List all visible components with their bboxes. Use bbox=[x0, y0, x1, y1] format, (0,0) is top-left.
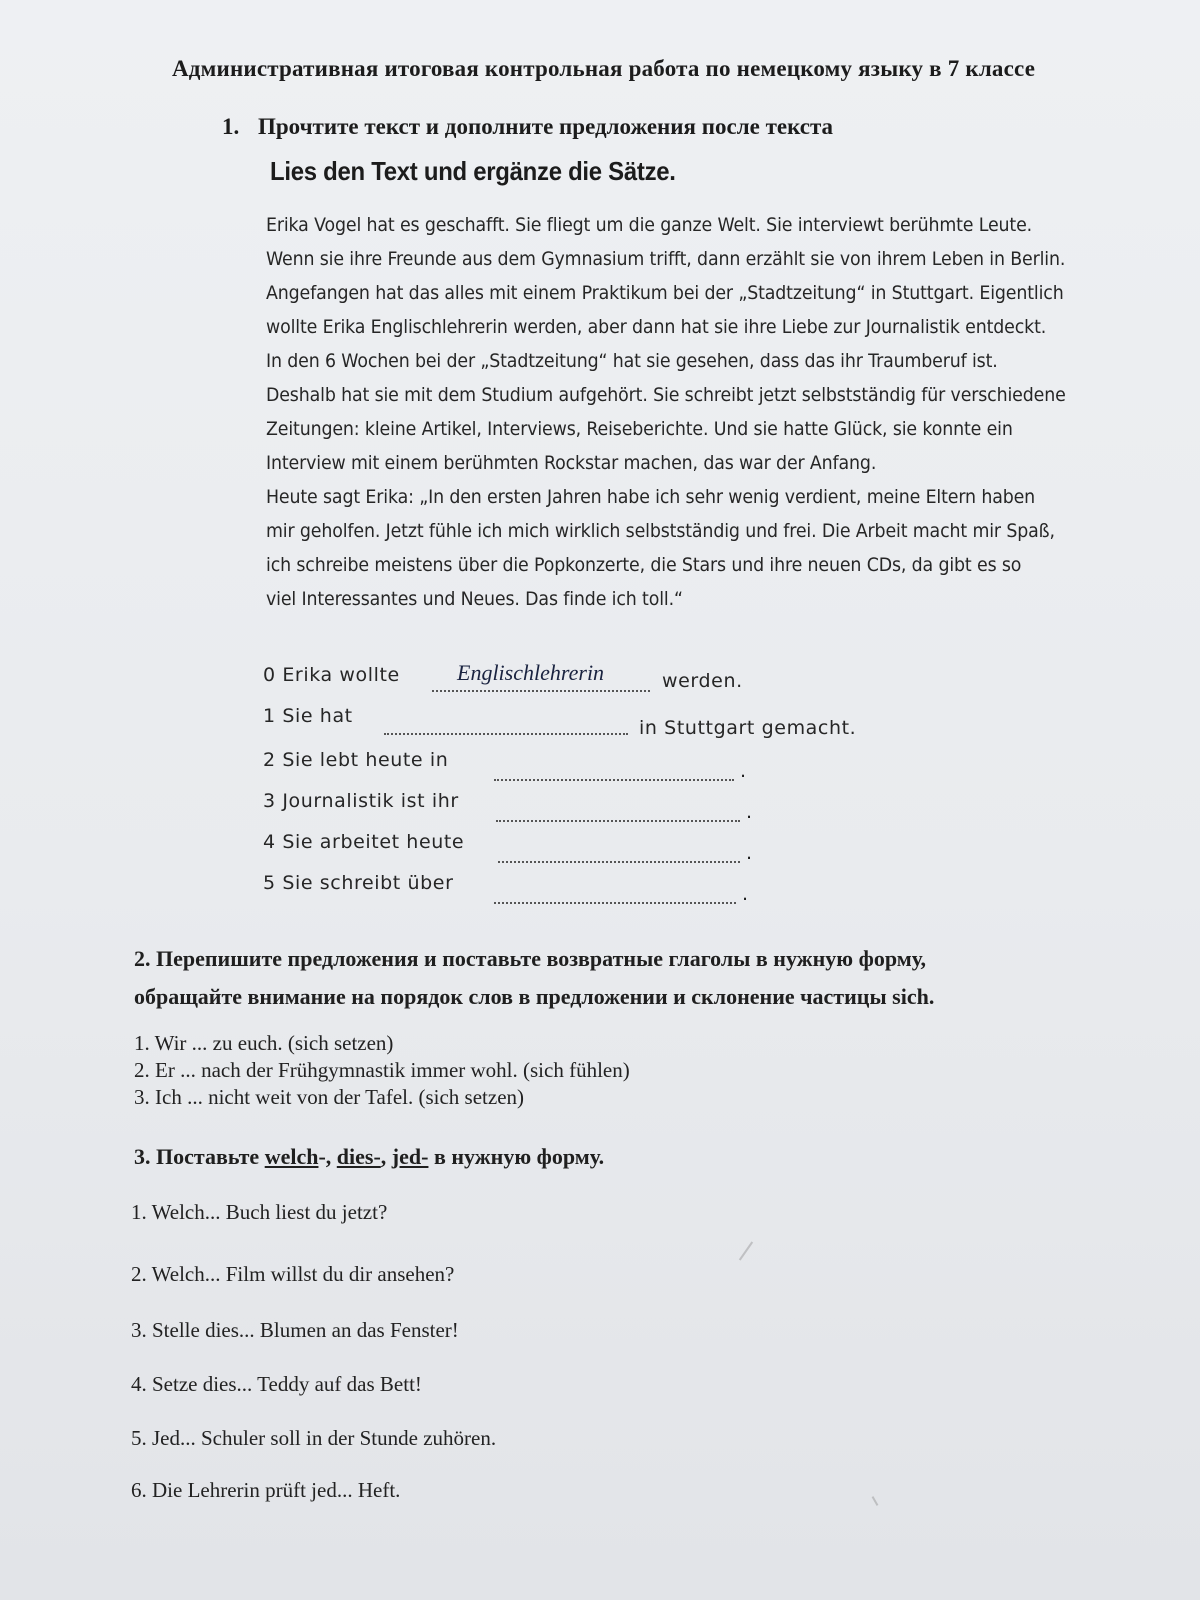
task1-number: 1. bbox=[222, 114, 240, 139]
task3-separator: -, bbox=[318, 1144, 337, 1169]
sentence-5-prefix: 5 Sie schreibt über bbox=[263, 872, 454, 894]
sentence-5-suffix: . bbox=[742, 883, 749, 905]
task3-item: 1. Welch... Buch liest du jetzt? bbox=[131, 1200, 388, 1224]
reading-line: Zeitungen: kleine Artikel, Interviews, Reiseberichte. Und sie hatte Glück, sie konnte ein bbox=[266, 418, 1013, 440]
sentence-3-prefix: 3 Journalistik ist ihr bbox=[263, 790, 459, 812]
answer-line-4[interactable] bbox=[498, 861, 740, 863]
answer-line-5[interactable] bbox=[494, 902, 736, 904]
task3-item: 3. Stelle dies... Blumen an das Fenster! bbox=[131, 1318, 459, 1342]
pen-mark bbox=[739, 1241, 753, 1260]
answer-line-1[interactable] bbox=[384, 733, 628, 735]
task3-item: 5. Jed... Schuler soll in der Stunde zuhören. bbox=[131, 1426, 497, 1450]
sentence-2-prefix: 2 Sie lebt heute in bbox=[263, 749, 449, 771]
task3-item: 2. Welch... Film willst du dir ansehen? bbox=[131, 1262, 455, 1286]
reading-line: Erika Vogel hat es geschafft. Sie fliegt um die ganze Welt. Sie interviewt berühmte Leute. bbox=[266, 214, 1033, 236]
sentence-4-prefix: 4 Sie arbeitet heute bbox=[263, 831, 465, 853]
task3-word-dies: dies- bbox=[336, 1144, 381, 1169]
sentence-1-prefix: 1 Sie hat bbox=[263, 705, 353, 727]
task2-list bbox=[134, 1030, 630, 1111]
reading-line: Deshalb hat sie mit dem Studium aufgehört. Sie schreibt jetzt selbstständig für verschiedene bbox=[266, 384, 1066, 406]
task3-word-jed: jed- bbox=[391, 1144, 429, 1169]
task1-heading bbox=[222, 114, 833, 140]
task2-item: 2. Er ... nach der Frühgymnastik immer wohl. (sich fühlen) bbox=[134, 1058, 630, 1082]
answer-line-2[interactable] bbox=[494, 779, 734, 781]
task3-heading bbox=[134, 1144, 604, 1170]
task3-word-welch: welch bbox=[264, 1144, 319, 1169]
german-task-heading: Lies den Text und ergänze die Sätze. bbox=[270, 156, 676, 186]
sentence-1-suffix: in Stuttgart gemacht. bbox=[639, 717, 857, 739]
reading-line: mir geholfen. Jetzt fühle ich mich wirklich selbstständig und frei. Die Arbeit macht mir Spaß, bbox=[266, 520, 1055, 542]
task2-heading-line: обращайте внимание на порядок слов в предложении и склонение частицы sich. bbox=[134, 984, 935, 1009]
reading-line: Angefangen hat das alles mit einem Praktikum bei der „Stadtzeitung“ in Stuttgart. Eigentlich bbox=[266, 282, 1064, 304]
reading-line: Wenn sie ihre Freunde aus dem Gymnasium trifft, dann erzählt sie von ihrem Leben in Berlin. bbox=[266, 248, 1066, 270]
task1-heading-text: Прочтите текст и дополните предложения после текста bbox=[258, 114, 834, 139]
sentence-2-suffix: . bbox=[740, 760, 747, 782]
task3-item: 4. Setze dies... Teddy auf das Bett! bbox=[131, 1372, 422, 1396]
answer-line-3[interactable] bbox=[496, 820, 740, 822]
sentence-3-suffix: . bbox=[746, 801, 753, 823]
task3-item: 6. Die Lehrerin prüft jed... Heft. bbox=[131, 1478, 401, 1502]
reading-line: wollte Erika Englischlehrerin werden, aber dann hat sie ihre Liebe zur Journalistik entdeckt. bbox=[266, 316, 1047, 338]
task2-heading-line: 2. Перепишите предложения и поставьте возвратные глаголы в нужную форму, bbox=[134, 946, 927, 971]
answer-line-0 bbox=[432, 690, 650, 692]
task2-heading bbox=[134, 940, 1094, 1016]
sentence-0-prefix: 0 Erika wollte bbox=[263, 664, 400, 686]
reading-line: viel Interessantes und Neues. Das finde ich toll.“ bbox=[266, 588, 683, 610]
pen-mark bbox=[872, 1496, 879, 1506]
task2-item: 1. Wir ... zu euch. (sich setzen) bbox=[134, 1031, 394, 1055]
reading-text bbox=[266, 208, 1146, 616]
reading-line: Heute sagt Erika: „In den ersten Jahren habe ich sehr wenig verdient, meine Eltern haben bbox=[266, 486, 1036, 508]
reading-line: Interview mit einem berühmten Rockstar machen, das war der Anfang. bbox=[266, 452, 877, 474]
sentence-0-answer: Englischlehrerin bbox=[457, 660, 605, 685]
task3-heading-suffix: в нужную форму. bbox=[428, 1144, 605, 1169]
task3-separator: , bbox=[380, 1144, 392, 1169]
document-title: Административная итоговая контрольная работа по немецкому языку в 7 классе bbox=[172, 56, 1036, 81]
task3-heading-prefix: 3. Поставьте bbox=[134, 1144, 265, 1169]
sentence-4-suffix: . bbox=[746, 842, 753, 864]
sentence-0-suffix: werden. bbox=[662, 670, 743, 692]
reading-line: In den 6 Wochen bei der „Stadtzeitung“ hat sie gesehen, dass das ihr Traumberuf ist. bbox=[266, 350, 998, 372]
task2-item: 3. Ich ... nicht weit von der Tafel. (sich setzen) bbox=[134, 1085, 525, 1109]
reading-line: ich schreibe meistens über die Popkonzerte, die Stars und ihre neuen CDs, da gibt es so bbox=[266, 554, 1022, 576]
